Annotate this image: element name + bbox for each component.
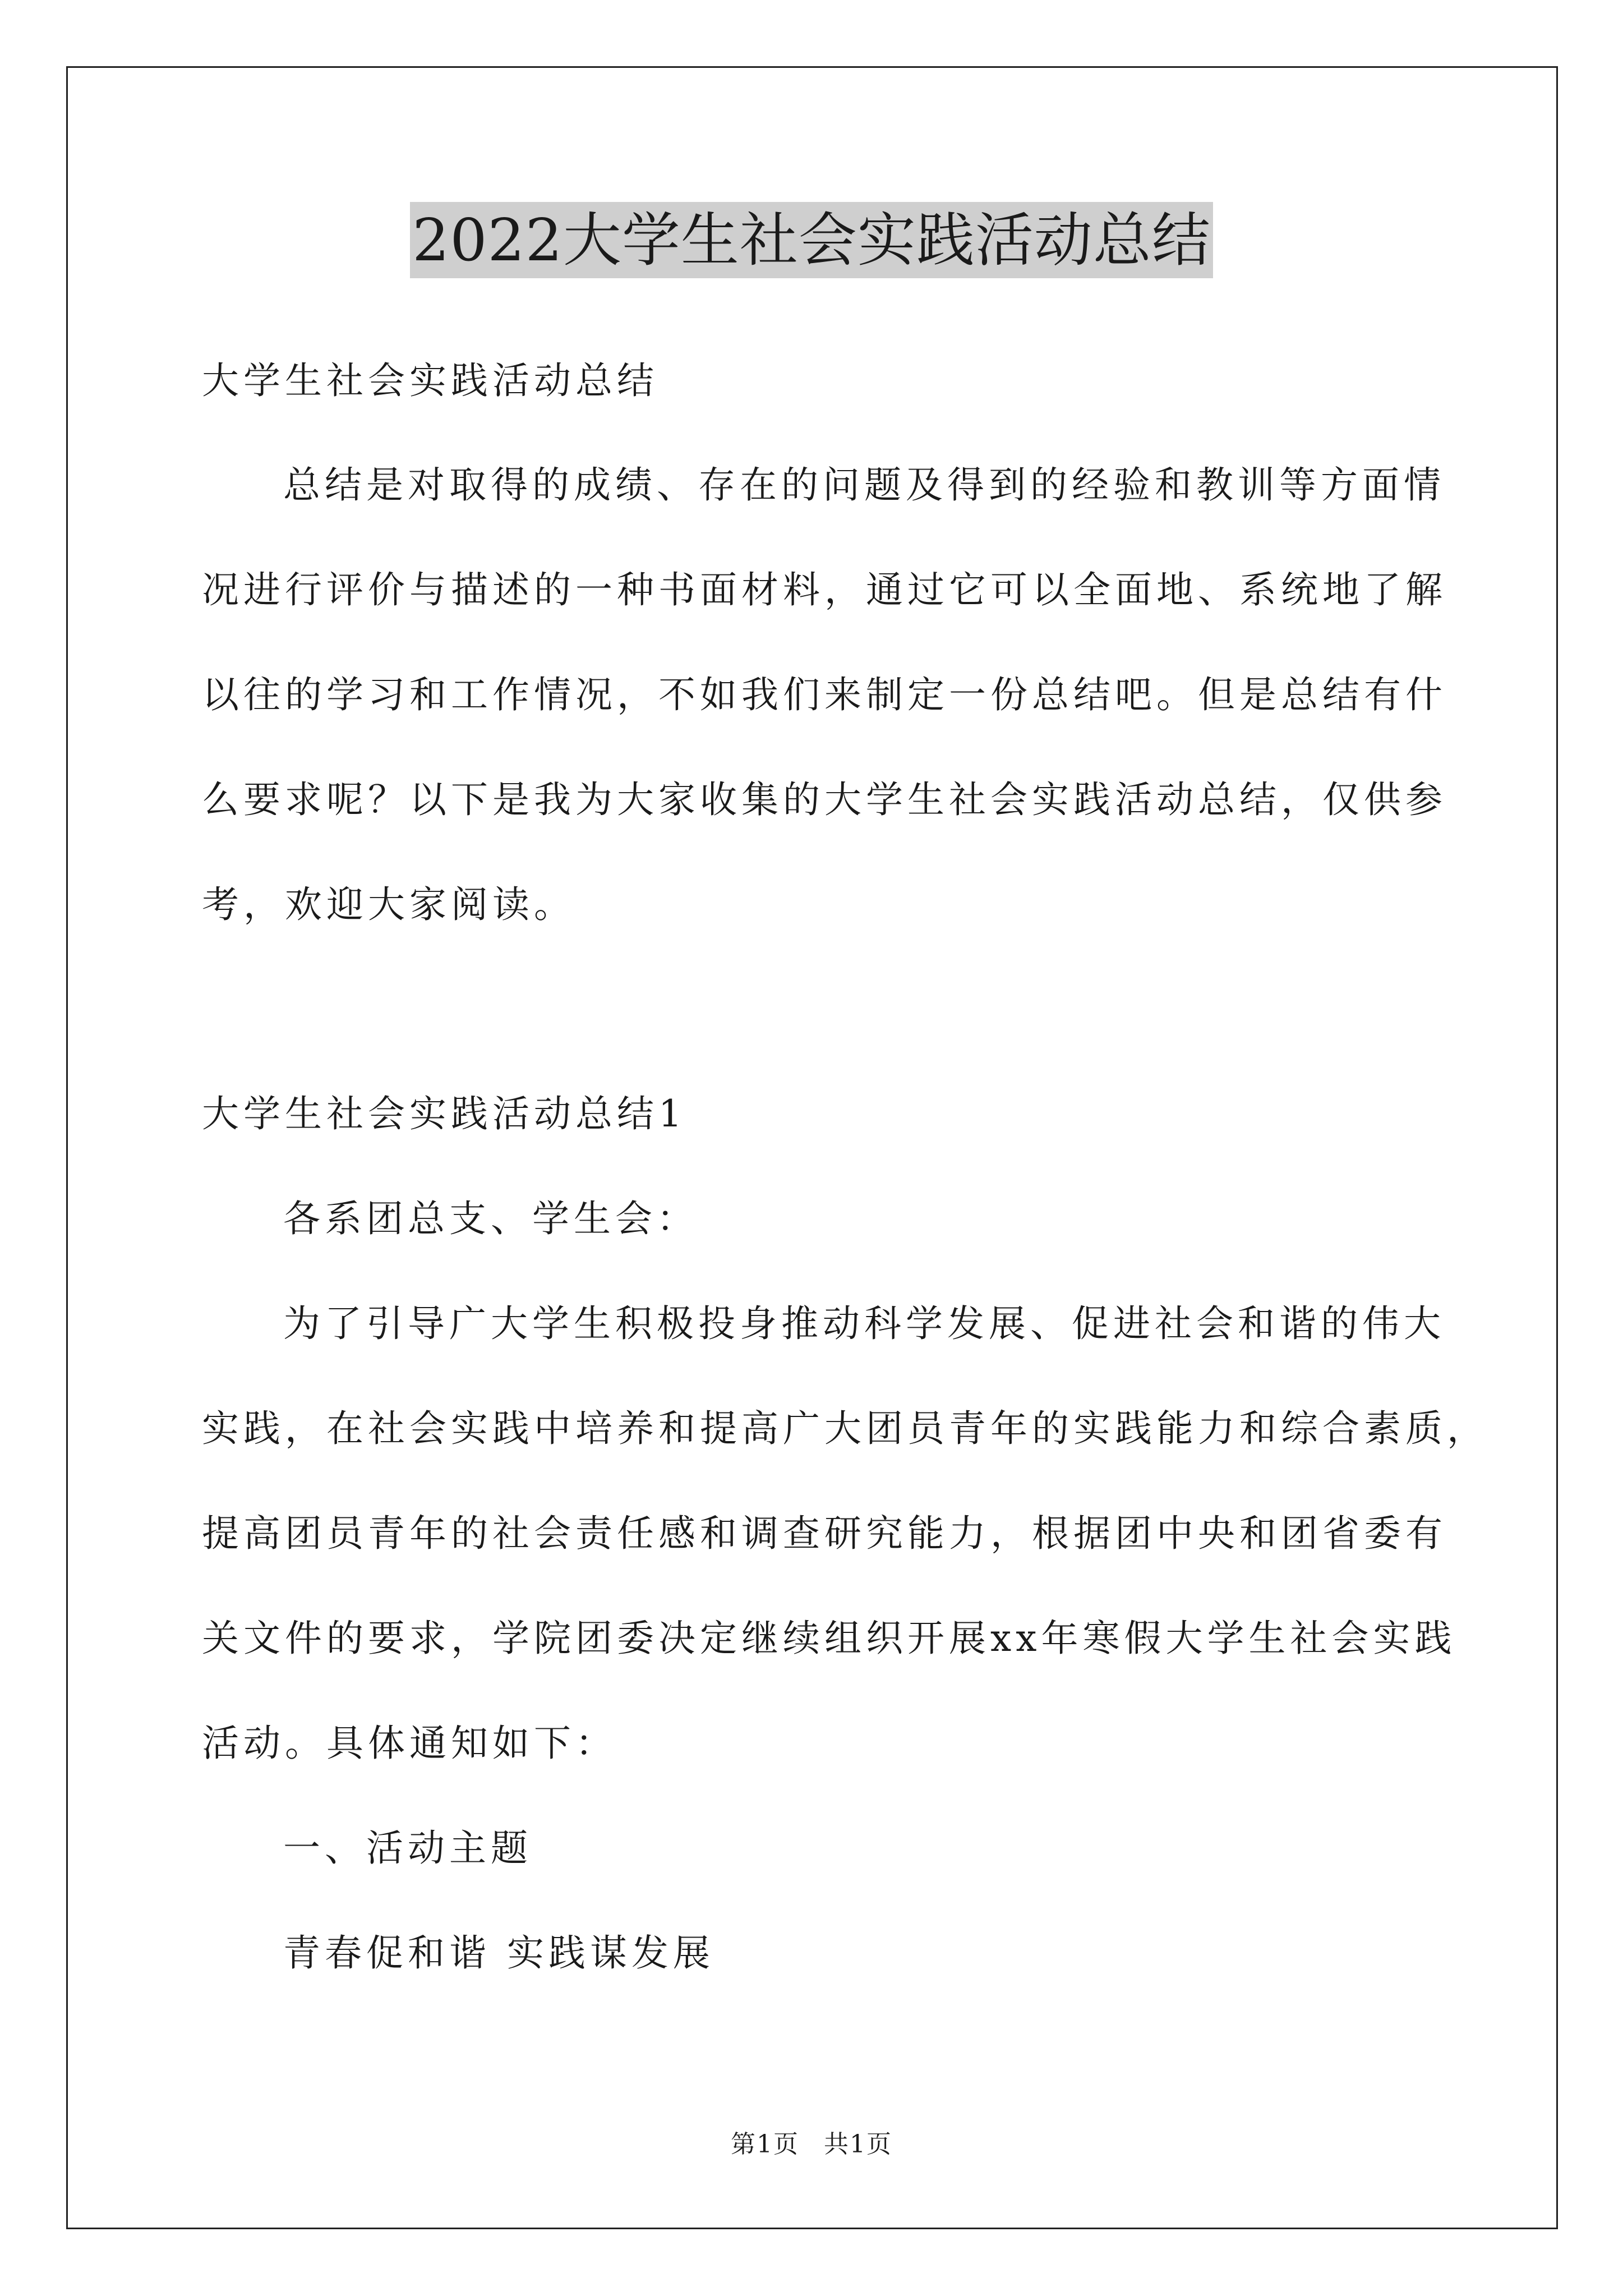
page-title: 2022大学生社会实践活动总结 [410, 202, 1213, 278]
title-container [0, 202, 1623, 278]
intro-line: 总结是对取得的成绩、存在的问题及得到的经验和教训等方面情 [283, 463, 1445, 507]
item-heading: 一、活动主题 [283, 1826, 532, 1870]
intro-line: 况进行评价与描述的一种书面材料，通过它可以全面地、系统地了解 [202, 568, 1447, 611]
theme-line: 青春促和谐 实践谋发展 [283, 1931, 714, 1975]
body-line: 关文件的要求，学院团委决定继续组织开展xx年寒假大学生社会实践 [202, 1617, 1456, 1660]
body-line: 提高团员青年的社会责任感和调查研究能力，根据团中央和团省委有 [202, 1512, 1447, 1555]
intro-line: 考，欢迎大家阅读。 [202, 883, 575, 926]
subtitle: 大学生社会实践活动总结 [202, 359, 658, 402]
body-line: 为了引导广大学生积极投身推动科学发展、促进社会和谐的伟大 [283, 1302, 1445, 1345]
intro-line: 以往的学习和工作情况，不如我们来制定一份总结吧。但是总结有什 [202, 673, 1447, 716]
section-heading: 大学生社会实践活动总结1 [202, 1092, 686, 1135]
page-number: 第1页 [731, 2130, 799, 2159]
page-total: 共1页 [824, 2130, 892, 2159]
page-footer [0, 2128, 1623, 2161]
intro-line: 么要求呢？以下是我为大家收集的大学生社会实践活动总结，仅供参 [202, 778, 1447, 821]
salutation: 各系团总支、学生会： [283, 1197, 698, 1240]
body-line: 活动。具体通知如下： [202, 1722, 617, 1765]
body-line: 实践，在社会实践中培养和提高广大团员青年的实践能力和综合素质， [202, 1407, 1488, 1450]
